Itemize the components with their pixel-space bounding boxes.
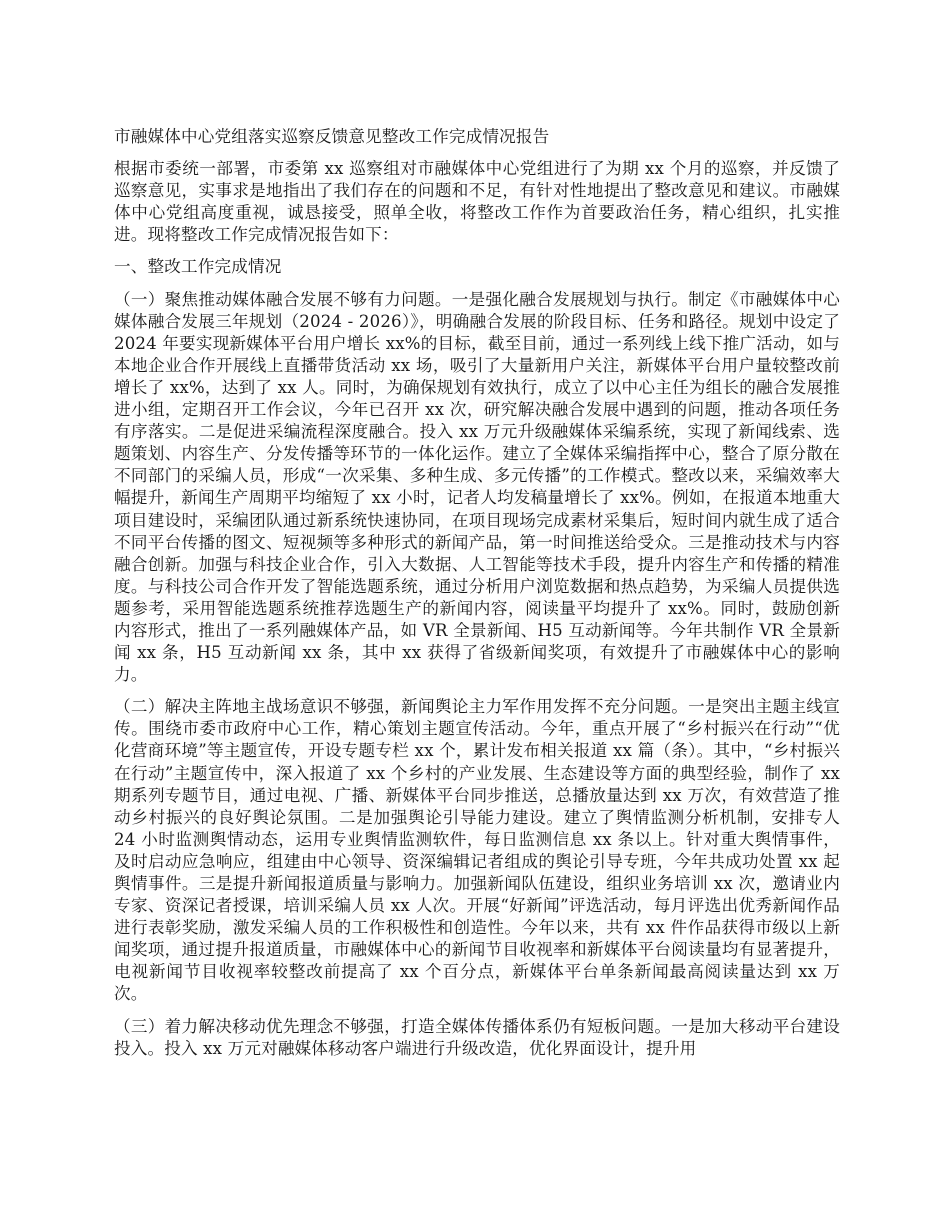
body-paragraph-1: （一）聚焦推动媒体融合发展不够有力问题。一是强化融合发展规划与执行。制定《市融媒体中心媒体融合发展三年规划（2024 - 2026）》，明确融合发展的阶段目标、任务和路径。规划中设定了 2024 年要实现新媒体平台用户增长 xx%的目标，截至目前，通过一系列线上线下推广活动，如与本地企业合作开展线上直播带货活动 xx 场，吸引了大量新用户关注，新媒体平台用户量较整改前增长了 xx%，达到了 xx 人。同时，为确保规划有效执行，成立了以中心主任为组长的融合发展推进小组，定期召开工作会议，今年已召开 xx 次，研究解决融合发展中遇到的问题，推动各项任务有序落实。二是促进采编流程深度融合。投入 xx 万元升级融媒体采编系统，实现了新闻线索、选题策划、内容生产、分发传播等环节的一体化运作。建立了全媒体采编指挥中心，整合了原分散在不同部门的采编人员，形成“一次采集、多种生成、多元传播”的工作模式。整改以来，采编效率大幅提升，新闻生产周期平均缩短了 xx 小时，记者人均发稿量增长了 xx%。例如，在报道本地重大项目建设时，采编团队通过新系统快速协同，在项目现场完成素材采集后，短时间内就生成了适合不同平台传播的图文、短视频等多种形式的新闻产品，第一时间推送给受众。三是推动技术与内容融合创新。加强与科技企业合作，引入大数据、人工智能等技术手段，提升内容生产和传播的精准度。与科技公司合作开发了智能选题系统，通过分析用户浏览数据和热点趋势，为采编人员提供选题参考，采用智能选题系统推荐选题生产的新闻内容，阅读量平均提升了 xx%。同时，鼓励创新内容形式，推出了一系列融媒体产品，如 VR 全景新闻、H5 互动新闻等。今年共制作 VR 全景新闻 xx 条，H5 互动新闻 xx 条，其中 xx 获得了省级新闻奖项，有效提升了市融媒体中心的影响力。: [114, 289, 840, 685]
body-paragraph-2: （二）解决主阵地主战场意识不够强，新闻舆论主力军作用发挥不充分问题。一是突出主题主线宣传。围绕市委市政府中心工作，精心策划主题宣传活动。今年，重点开展了“乡村振兴在行动”“优化营商环境”等主题宣传，开设专题专栏 xx 个，累计发布相关报道 xx 篇（条）。其中，“乡村振兴在行动”主题宣传中，深入报道了 xx 个乡村的产业发展、生态建设等方面的典型经验，制作了 xx 期系列专题节目，通过电视、广播、新媒体平台同步推送，总播放量达到 xx 万次，有效营造了推动乡村振兴的良好舆论氛围。二是加强舆论引导能力建设。建立了舆情监测分析机制，安排专人 24 小时监测舆情动态，运用专业舆情监测软件，每日监测信息 xx 条以上。针对重大舆情事件，及时启动应急响应，组建由中心领导、资深编辑记者组成的舆论引导专班，今年共成功处置 xx 起舆情事件。三是提升新闻报道质量与影响力。加强新闻队伍建设，组织业务培训 xx 次，邀请业内专家、资深记者授课，培训采编人员 xx 人次。开展“好新闻”评选活动，每月评选出优秀新闻作品进行表彰奖励，激发采编人员的工作积极性和创造性。今年以来，共有 xx 件作品获得市级以上新闻奖项，通过提升报道质量，市融媒体中心的新闻节目收视率和新媒体平台阅读量均有显著提升，电视新闻节目收视率较整改前提高了 xx 个百分点，新媒体平台单条新闻最高阅读量达到 xx 万次。: [114, 697, 841, 1004]
intro-paragraph: 根据市委统一部署，市委第 xx 巡察组对市融媒体中心党组进行了为期 xx 个月的巡察，并反馈了巡察意见，实事求是地指出了我们存在的问题和不足，有针对性地提出了整改意见和建议。市融媒体中心党组高度重视，诚恳接受，照单全收，将整改工作作为首要政治任务，精心组织，扎实推进。现将整改工作完成情况报告如下：: [114, 159, 840, 245]
document-title: 市融媒体中心党组落实巡察反馈意见整改工作完成情况报告: [114, 127, 550, 146]
document-page: [114, 126, 840, 1070]
body-paragraph-3: （三）着力解决移动优先理念不够强，打造全媒体传播体系仍有短板问题。一是加大移动平台建设投入。投入 xx 万元对融媒体移动客户端进行升级改造，优化界面设计，提升用: [114, 1016, 840, 1058]
section-heading: 一、整改工作完成情况: [114, 257, 282, 277]
